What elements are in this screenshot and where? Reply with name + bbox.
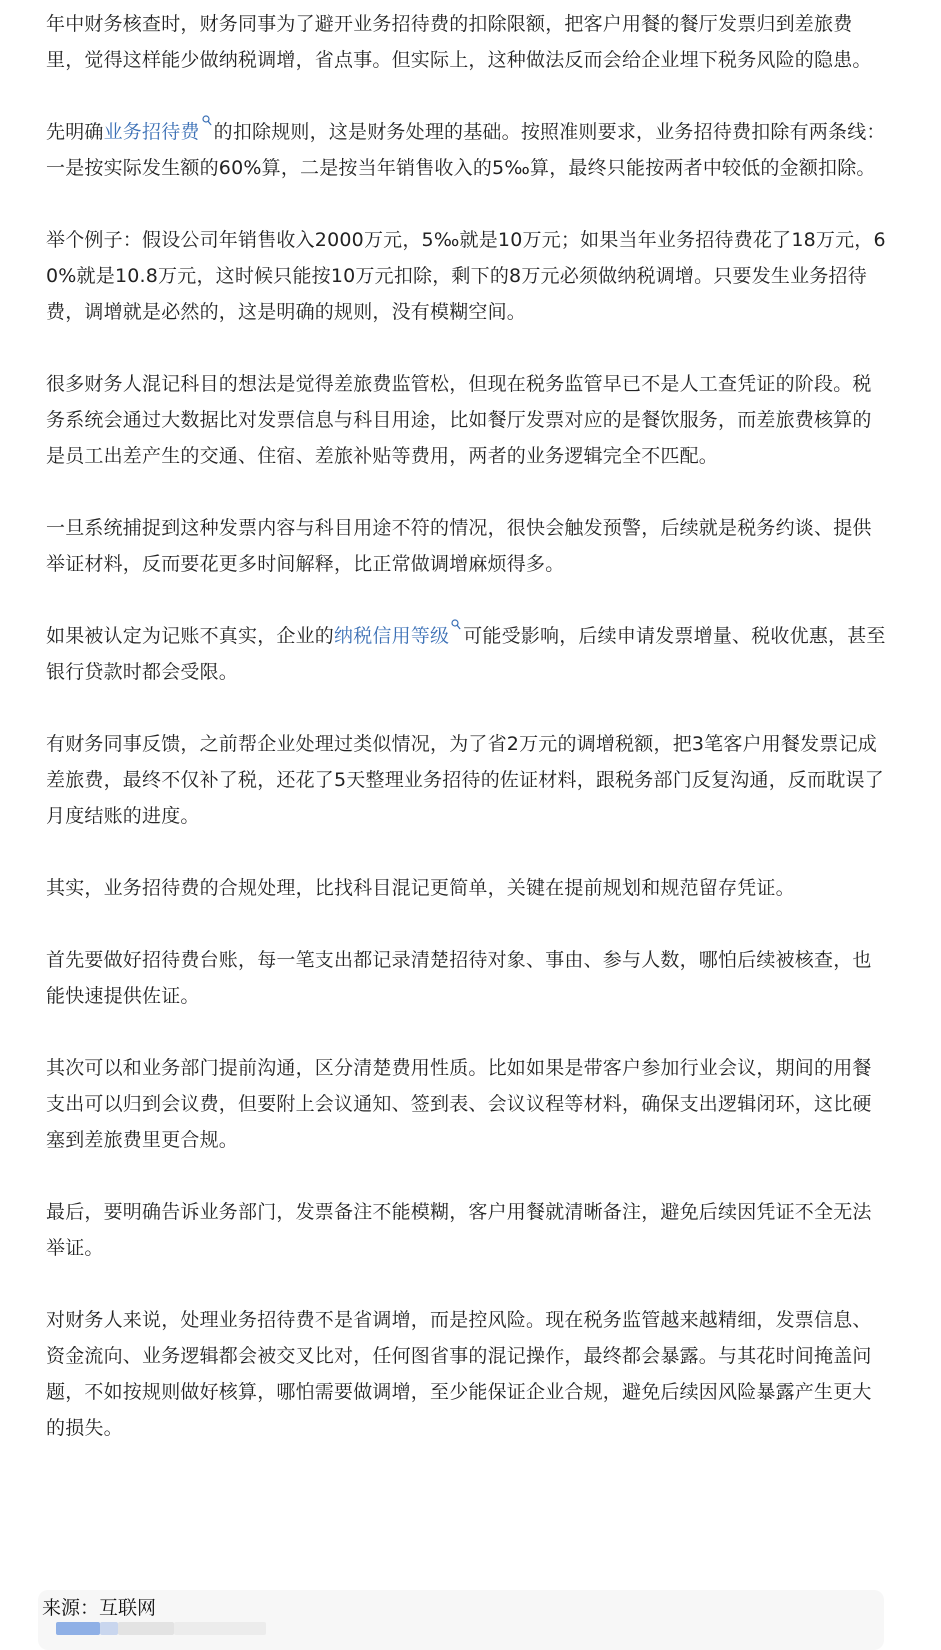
blurred-strip bbox=[174, 1622, 266, 1635]
source-box bbox=[38, 1590, 884, 1650]
paragraph-text: 先明确 bbox=[46, 121, 104, 143]
paragraph-text: 最后，要明确告诉业务部门，发票备注不能模糊，客户用餐就清晰备注，避免后续因凭证不全无法举证。 bbox=[46, 1201, 872, 1259]
paragraph-text: 举个例子：假设公司年销售收入2000万元，5‰就是10万元；如果当年业务招待费花了18万元，60%就是10.8万元，这时候只能按10万元扣除，剩下的8万元必须做纳税调增。只要发生业务招待费，调增就是必然的，这是明确的规则，没有模糊空间。 bbox=[46, 229, 886, 323]
article-paragraph bbox=[46, 618, 888, 690]
article-paragraph bbox=[46, 1050, 888, 1158]
article-paragraph bbox=[46, 726, 888, 834]
article-paragraph bbox=[46, 510, 888, 582]
paragraph-text: 首先要做好招待费台账，每一笔支出都记录清楚招待对象、事由、参与人数，哪怕后续被核查，也能快速提供佐证。 bbox=[46, 949, 872, 1007]
article-body bbox=[46, 6, 888, 1482]
article-paragraph bbox=[46, 222, 888, 330]
search-icon[interactable] bbox=[451, 623, 461, 635]
article-paragraph bbox=[46, 6, 888, 78]
paragraph-text: 对财务人来说，处理业务招待费不是省调增，而是控风险。现在税务监管越来越精细，发票信息、资金流向、业务逻辑都会被交叉比对，任何图省事的混记操作，最终都会暴露。与其花时间掩盖问题，不如按规则做好核算，哪怕需要做调增，至少能保证企业合规，避免后续因风险暴露产生更大的损失。 bbox=[46, 1309, 872, 1439]
paragraph-text: 很多财务人混记科目的想法是觉得差旅费监管松，但现在税务监管早已不是人工查凭证的阶段。税务系统会通过大数据比对发票信息与科目用途，比如餐厅发票对应的是餐饮服务，而差旅费核算的是员工出差产生的交通、住宿、差旅补贴等费用，两者的业务逻辑完全不匹配。 bbox=[46, 373, 872, 467]
blurred-strip bbox=[56, 1622, 100, 1635]
paragraph-text: 其实，业务招待费的合规处理，比找科目混记更简单，关键在提前规划和规范留存凭证。 bbox=[46, 877, 795, 899]
keyword-link[interactable]: 纳税信用等级 bbox=[334, 625, 450, 647]
keyword-link[interactable]: 业务招待费 bbox=[103, 121, 200, 143]
paragraph-text: 有财务同事反馈，之前帮企业处理过类似情况，为了省2万元的调增税额，把3笔客户用餐发票记成差旅费，最终不仅补了税，还花了5天整理业务招待的佐证材料，跟税务部门反复沟通，反而耽误了月度结账的进度。 bbox=[46, 733, 884, 827]
blurred-strip bbox=[100, 1622, 118, 1635]
blurred-strip bbox=[118, 1622, 174, 1635]
paragraph-text: 其次可以和业务部门提前沟通，区分清楚费用性质。比如如果是带客户参加行业会议，期间的用餐支出可以归到会议费，但要附上会议通知、签到表、会议议程等材料，确保支出逻辑闭环，这比硬塞到差旅费里更合规。 bbox=[46, 1057, 872, 1151]
paragraph-text: 年中财务核查时，财务同事为了避开业务招待费的扣除限额，把客户用餐的餐厅发票归到差旅费里，觉得这样能少做纳税调增，省点事。但实际上，这种做法反而会给企业埋下税务风险的隐患。 bbox=[46, 13, 872, 71]
paragraph-text: 的扣除规则，这是财务处理的基础。按照准则要求，业务招待费扣除有两条线：一是按实际发生额的60%算，二是按当年销售收入的5‰算，最终只能按两者中较低的金额扣除。 bbox=[46, 121, 886, 179]
article-paragraph bbox=[46, 1194, 888, 1266]
article-paragraph bbox=[46, 870, 888, 906]
search-icon[interactable] bbox=[202, 119, 212, 131]
paragraph-text: 一旦系统捕捉到这种发票内容与科目用途不符的情况，很快会触发预警，后续就是税务约谈、提供举证材料，反而要花更多时间解释，比正常做调增麻烦得多。 bbox=[46, 517, 872, 575]
paragraph-text: 如果被认定为记账不真实，企业的 bbox=[46, 625, 335, 647]
article-paragraph bbox=[46, 942, 888, 1014]
article-paragraph bbox=[46, 366, 888, 474]
article-paragraph bbox=[46, 1302, 888, 1446]
source-label: 来源：互联网 bbox=[42, 1597, 157, 1619]
paragraph-text: 可能受影响，后续申请发票增量、税收优惠，甚至银行贷款时都会受限。 bbox=[46, 625, 886, 683]
article-paragraph bbox=[46, 114, 888, 186]
